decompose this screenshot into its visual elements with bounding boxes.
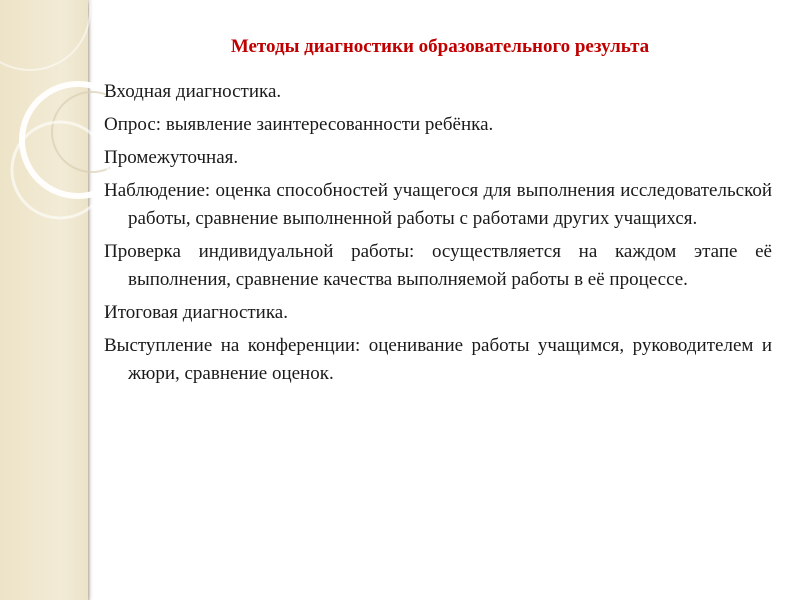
list-item: Входная диагностика. <box>104 81 282 102</box>
decorative-circles-icon <box>0 0 110 260</box>
list-item: Проверка индивидуальной работы: осуществляется на каждом этапе её выполнения, сравнение качества выполняемой работы в её процессе. <box>104 241 772 290</box>
list-item: Итоговая диагностика. <box>104 302 288 323</box>
slide-title: Методы диагностики образовательного результа <box>230 36 650 57</box>
list-item: Опрос: выявление заинтересованности ребёнка. <box>104 114 494 135</box>
content-list <box>104 78 772 393</box>
list-item: Промежуточная. <box>104 147 239 168</box>
list-item: Выступление на конференции: оценивание работы учащимся, руководителем и жюри, сравнение оценок. <box>104 335 772 384</box>
list-item: Наблюдение: оценка способностей учащегося для выполнения исследовательской работы, сравнение выполненной работы с работами других учащихся. <box>104 180 772 229</box>
